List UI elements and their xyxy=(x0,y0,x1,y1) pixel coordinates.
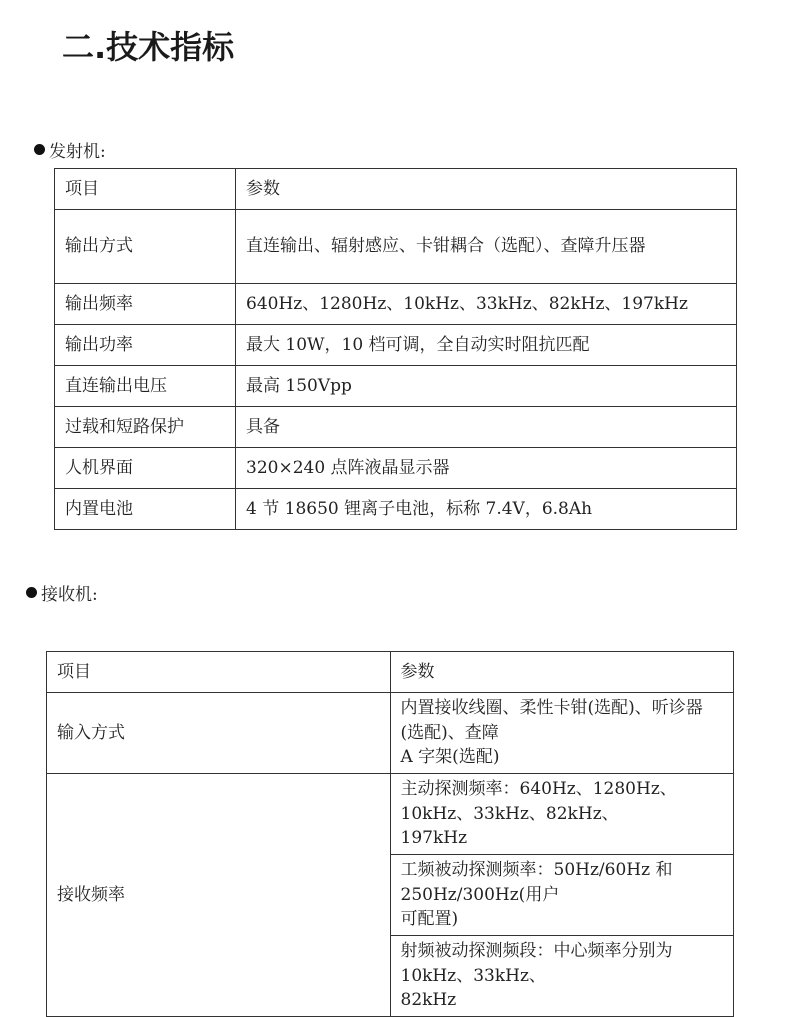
table-header-row xyxy=(47,652,734,693)
table-header-row xyxy=(55,169,737,210)
transmitter-heading xyxy=(34,137,106,162)
row-item: 输入方式 xyxy=(47,693,391,774)
row-value xyxy=(390,774,734,855)
value-line: 内置接收线圈、柔性卡钳(选配)、听诊器(选配)、查障 xyxy=(400,698,703,743)
row-value: 最大 10W，10 档可调，全自动实时阻抗匹配 xyxy=(236,325,737,366)
row-value: 最高 150Vpp xyxy=(236,366,737,407)
table-row xyxy=(55,407,737,448)
row-item: 输出功率 xyxy=(55,325,236,366)
value-line: 可配置) xyxy=(400,909,459,930)
table-row xyxy=(55,366,737,407)
value-line: 主动探测频率：640Hz、1280Hz、10kHz、33kHz、82kHz、 xyxy=(400,779,677,824)
value-line: 工频被动探测频率：50Hz/60Hz 和 250Hz/300Hz(用户 xyxy=(400,860,673,905)
table-row xyxy=(55,284,737,325)
receiver-spec-table xyxy=(46,651,734,1017)
row-item: 输出频率 xyxy=(55,284,236,325)
table-row xyxy=(55,489,737,530)
value-line: A 字架(选配) xyxy=(400,747,500,768)
table-row xyxy=(55,448,737,489)
receiver-heading xyxy=(26,580,98,605)
row-item: 直连输出电压 xyxy=(55,366,236,407)
table-row xyxy=(55,325,737,366)
row-item: 接收频率 xyxy=(47,774,391,1017)
header-item: 项目 xyxy=(55,169,236,210)
header-item: 项目 xyxy=(47,652,391,693)
table-row xyxy=(55,210,737,284)
page-title: 二.技术指标 xyxy=(62,28,235,66)
value-line: 射频被动探测频段：中心频率分别为 10kHz、33kHz、 xyxy=(400,941,673,986)
bullet-icon xyxy=(26,587,37,598)
row-value: 640Hz、1280Hz、10kHz、33kHz、82kHz、197kHz xyxy=(236,284,737,325)
transmitter-heading-text: 发射机: xyxy=(49,142,106,162)
row-value: 直连输出、辐射感应、卡钳耦合（选配）、查障升压器 xyxy=(236,210,737,284)
row-value: 4 节 18650 锂离子电池，标称 7.4V，6.8Ah xyxy=(236,489,737,530)
row-value: 具备 xyxy=(236,407,737,448)
value-line: 197kHz xyxy=(400,828,468,849)
receiver-heading-text: 接收机: xyxy=(41,585,98,605)
row-item: 内置电池 xyxy=(55,489,236,530)
table-row xyxy=(47,693,734,774)
row-value xyxy=(390,693,734,774)
header-param: 参数 xyxy=(390,652,734,693)
bullet-icon xyxy=(34,144,45,155)
table-row xyxy=(47,774,734,855)
row-item: 人机界面 xyxy=(55,448,236,489)
value-line: 82kHz xyxy=(400,990,457,1011)
row-item: 输出方式 xyxy=(55,210,236,284)
header-param: 参数 xyxy=(236,169,737,210)
row-value: 320×240 点阵液晶显示器 xyxy=(236,448,737,489)
row-item: 过载和短路保护 xyxy=(55,407,236,448)
row-value xyxy=(390,855,734,936)
transmitter-spec-table xyxy=(54,168,737,530)
row-value xyxy=(390,936,734,1017)
